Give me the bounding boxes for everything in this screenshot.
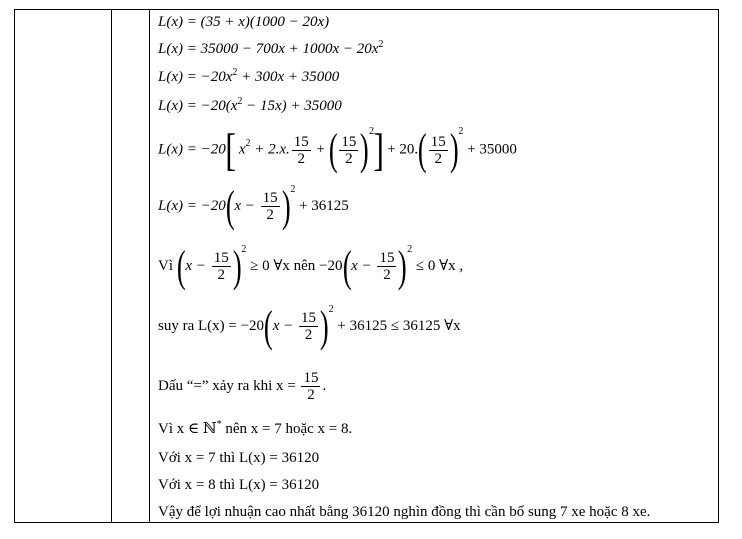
eq-line-6: L(x) = −20(x − $\frac{15}{2}$ )$^2$ + 36125 — [158, 181, 349, 231]
fraction: $\frac{15}{2}$ — [379, 250, 395, 284]
fraction: $\frac{15}{2}$ — [303, 370, 319, 404]
fraction: $\frac{15}{2}$ — [341, 133, 357, 167]
solution-content — [150, 10, 718, 522]
eq-line-9: Dấu “=” xảy ra khi x = $\frac{15}{2}$ . — [158, 370, 327, 404]
solution-table — [14, 9, 719, 523]
fraction: $\frac{15}{2}$ — [301, 310, 316, 344]
eq-line-7: Vì (x − $\frac{15}{2}$ )$^2$ ≥ 0 ∀x nên −20(x − $\frac{15}{2}$ )$^2$ ≤ 0 ∀x , — [158, 241, 464, 291]
eq-line-8: suy ra L(x) = −20(x − $\frac{15}{2}$ )$^2$ + 36125 ≤ 36125 ∀x — [158, 301, 461, 351]
eq-line-2: $L(x) = 35000 - 700x + 1000x - 20x^2$ — [158, 39, 384, 57]
eq-line-5: L(x) = −20[ $x^2 + 2.x$. $\frac{15}{2}$ + ( $\frac{15}{2}$ )$^2$] + 20.( $\frac{15}{2}$ )$^2$ + 35000 — [158, 124, 517, 175]
fraction: $\frac{15}{2}$ — [430, 133, 446, 167]
fraction: $\frac{15}{2}$ — [213, 250, 229, 284]
eq-line-1: L(x) = (35 + x)(1000 − 20x) — [158, 14, 330, 30]
text-line-11: Với x = 7 thì L(x) = 36120 — [158, 450, 320, 466]
text-line-12: Với x = 8 thì L(x) = 36120 — [158, 477, 320, 493]
eq-line-3: $L(x) = -20x^2 + 300x + 35000$ — [158, 67, 340, 85]
column-divider-1 — [111, 10, 112, 522]
text-line-10: Vì x ∈ ℕ* nên x = 7 hoặc x = 8. — [158, 419, 353, 437]
eq-line-4: $L(x) = -20(x^2 - 15x) + 35000$ — [158, 96, 342, 114]
fraction: $\frac{15}{2}$ — [262, 190, 278, 224]
conclusion-line: Vậy để lợi nhuận cao nhất bằng 36120 nghìn đồng thì cần bổ sung 7 xe hoặc 8 xe. — [158, 504, 651, 520]
fraction: $\frac{15}{2}$ — [293, 133, 309, 167]
